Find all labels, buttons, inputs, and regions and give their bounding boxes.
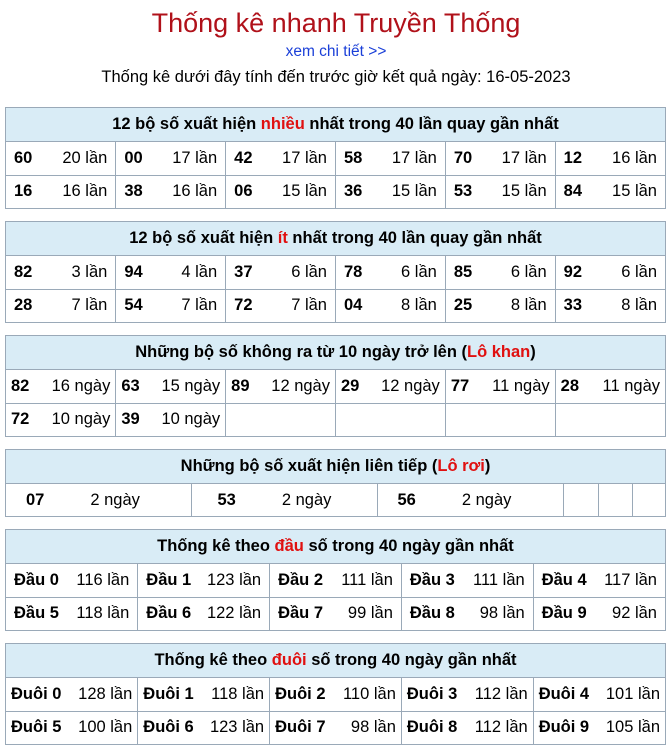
head-digit: Đầu 8 — [409, 604, 455, 623]
number: 36 — [343, 182, 363, 201]
count: 112 lần — [474, 684, 528, 703]
count: 105 lần — [605, 718, 660, 737]
table-row — [6, 678, 665, 711]
table-cell — [445, 289, 555, 322]
table-cell — [6, 370, 116, 403]
count: 7 lần — [181, 296, 218, 315]
table-cell — [116, 256, 226, 289]
table-cell — [116, 403, 226, 436]
table-cell — [335, 289, 445, 322]
days: 10 ngày — [161, 410, 221, 429]
days: 16 ngày — [51, 376, 111, 395]
number: 70 — [453, 148, 473, 167]
table-cell — [445, 142, 555, 175]
tail-digit: Đuôi 5 — [11, 718, 62, 737]
empty-cell — [226, 403, 336, 436]
table-cell — [335, 370, 445, 403]
table-cell — [401, 564, 533, 597]
number: 60 — [14, 148, 33, 167]
number: 58 — [343, 148, 363, 167]
table-cell — [533, 564, 665, 597]
days: 15 ngày — [161, 376, 221, 395]
header-text: Thống kê theo — [154, 651, 272, 669]
number: 89 — [231, 376, 250, 395]
count: 15 lần — [612, 182, 657, 201]
table-cell — [401, 678, 533, 711]
number: 38 — [124, 182, 143, 201]
count: 6 lần — [291, 262, 327, 281]
header-text: nhất trong 40 lần quay gần nhất — [287, 229, 542, 247]
table-cell — [138, 597, 270, 630]
count: 101 lần — [605, 684, 660, 703]
table-cell — [116, 175, 226, 208]
days: 12 ngày — [381, 376, 440, 395]
header-highlight: ít — [277, 229, 288, 247]
table-row — [6, 403, 665, 436]
number: 53 — [453, 182, 473, 201]
empty-cell — [563, 484, 598, 517]
empty-cell — [335, 403, 445, 436]
table-cell — [377, 484, 563, 517]
count: 128 lần — [78, 684, 133, 703]
tail-digit: Đuôi 8 — [406, 718, 458, 737]
table-cell — [270, 711, 402, 744]
table-cell — [270, 564, 402, 597]
header-text: 12 bộ số xuất hiện — [129, 229, 278, 247]
number: 28 — [14, 296, 33, 315]
number: 82 — [11, 376, 30, 395]
count: 4 lần — [181, 262, 218, 281]
table-cell — [445, 256, 555, 289]
table-row — [6, 597, 665, 630]
head-digit: Đầu 1 — [146, 570, 192, 589]
table-cell — [138, 678, 270, 711]
table-cell — [533, 597, 665, 630]
count: 16 lần — [62, 182, 108, 201]
number: 00 — [124, 148, 143, 167]
dau-table — [6, 564, 665, 630]
count: 17 lần — [391, 148, 437, 167]
least-frequent-section — [5, 221, 666, 323]
table-cell — [6, 564, 138, 597]
lo-khan-header — [6, 336, 665, 370]
number: 16 — [14, 182, 33, 201]
count: 98 lần — [479, 604, 525, 623]
tail-digit: Đuôi 3 — [406, 684, 458, 703]
table-cell — [445, 175, 555, 208]
empty-cell — [598, 484, 632, 517]
days: 10 ngày — [51, 410, 111, 429]
number: 84 — [563, 182, 582, 201]
head-digit: Đầu 7 — [278, 604, 324, 623]
count: 117 lần — [604, 570, 657, 589]
count: 8 lần — [510, 296, 547, 315]
number: 94 — [124, 262, 143, 281]
number: 28 — [560, 376, 579, 395]
number: 92 — [563, 262, 582, 281]
tail-digit: Đuôi 1 — [143, 684, 194, 703]
number: 56 — [397, 491, 416, 509]
head-digit: Đầu 0 — [14, 570, 59, 589]
days: 11 ngày — [492, 376, 550, 395]
number: 85 — [453, 262, 473, 281]
tail-digit: Đuôi 2 — [275, 684, 326, 703]
days: 2 ngày — [281, 491, 332, 509]
header-highlight: đuôi — [271, 651, 307, 669]
count: 123 lần — [209, 718, 265, 737]
table-cell — [555, 256, 665, 289]
tail-digit: Đuôi 4 — [538, 684, 590, 703]
empty-cell — [555, 403, 665, 436]
number: 77 — [450, 376, 470, 395]
table-cell — [335, 175, 445, 208]
count: 6 lần — [510, 262, 547, 281]
lo-roi-section — [5, 449, 666, 517]
count: 15 lần — [501, 182, 547, 201]
header-text: số trong 40 ngày gần nhất — [303, 537, 514, 555]
count: 15 lần — [391, 182, 437, 201]
count: 116 lần — [76, 570, 130, 589]
count: 8 lần — [401, 296, 437, 315]
header-text: 12 bộ số xuất hiện — [112, 115, 261, 133]
count: 118 lần — [76, 604, 130, 623]
most-frequent-section — [5, 107, 666, 209]
table-row — [6, 256, 665, 289]
table-cell — [533, 678, 665, 711]
tail-digit: Đuôi 6 — [143, 718, 194, 737]
header-text: nhất trong 40 lần quay gần nhất — [304, 115, 559, 133]
count: 98 lần — [350, 718, 396, 737]
count: 99 lần — [347, 604, 393, 623]
table-cell — [270, 678, 402, 711]
table-cell — [335, 142, 445, 175]
most-frequent-header — [6, 108, 665, 142]
count: 118 lần — [211, 684, 265, 703]
header-text: ) — [484, 457, 491, 475]
head-digit: Đầu 5 — [14, 604, 59, 623]
table-cell — [226, 256, 336, 289]
head-digit: Đầu 3 — [409, 570, 455, 589]
table-row — [6, 289, 665, 322]
count: 8 lần — [621, 296, 657, 315]
header-text: ) — [530, 343, 536, 361]
table-cell — [445, 370, 555, 403]
header-highlight: nhiều — [260, 115, 305, 133]
table-cell — [6, 403, 116, 436]
number: 63 — [121, 376, 140, 395]
table-row — [6, 564, 665, 597]
head-digit: Đầu 6 — [146, 604, 192, 623]
number: 54 — [124, 296, 143, 315]
number: 39 — [121, 410, 140, 429]
count: 123 lần — [206, 570, 262, 589]
number: 12 — [563, 148, 582, 167]
days: 11 ngày — [602, 376, 660, 395]
number: 06 — [234, 182, 253, 201]
table-cell — [6, 256, 116, 289]
table-cell — [6, 484, 191, 517]
table-cell — [116, 289, 226, 322]
table-cell — [6, 597, 138, 630]
number: 82 — [14, 262, 33, 281]
dau-header — [6, 530, 665, 564]
count: 17 lần — [172, 148, 218, 167]
table-cell — [138, 564, 270, 597]
days: 12 ngày — [271, 376, 330, 395]
lo-khan-table — [6, 370, 665, 436]
table-cell — [555, 370, 665, 403]
table-cell — [138, 711, 270, 744]
count: 92 lần — [612, 604, 657, 623]
lo-roi-table — [6, 484, 665, 517]
count: 111 lần — [341, 570, 393, 589]
number: 37 — [234, 262, 253, 281]
table-row — [6, 484, 665, 517]
table-cell — [401, 597, 533, 630]
table-row — [6, 175, 665, 208]
table-cell — [191, 484, 377, 517]
number: 78 — [343, 262, 363, 281]
table-cell — [226, 370, 336, 403]
count: 7 lần — [291, 296, 327, 315]
table-cell — [6, 678, 138, 711]
number: 72 — [234, 296, 253, 315]
least-frequent-header — [6, 222, 665, 256]
count: 15 lần — [282, 182, 327, 201]
number: 07 — [26, 491, 45, 509]
table-cell — [6, 289, 116, 322]
header-text: số trong 40 ngày gần nhất — [306, 651, 517, 669]
table-cell — [270, 597, 402, 630]
least-frequent-table — [6, 256, 665, 322]
count: 3 lần — [71, 262, 108, 281]
number: 04 — [343, 296, 363, 315]
count: 110 lần — [342, 684, 396, 703]
table-cell — [533, 711, 665, 744]
table-cell — [226, 142, 336, 175]
table-cell — [226, 175, 336, 208]
count: 7 lần — [71, 296, 108, 315]
header-text: Những bộ số không ra từ 10 ngày trở lên ( — [135, 343, 467, 361]
lo-khan-section — [5, 335, 666, 437]
count: 6 lần — [621, 262, 657, 281]
header-highlight: Lô khan — [466, 343, 531, 361]
table-cell — [116, 370, 226, 403]
table-cell — [6, 142, 116, 175]
lo-roi-header — [6, 450, 665, 484]
dau-section — [5, 529, 666, 631]
count: 20 lần — [62, 148, 108, 167]
table-cell — [6, 711, 138, 744]
count: 6 lần — [401, 262, 437, 281]
head-digit: Đầu 2 — [278, 570, 324, 589]
subtitle: Thống kê dưới đây tính đến trước giờ kết quả ngày: 16-05-2023 — [101, 68, 571, 86]
most-frequent-table — [6, 142, 665, 208]
count: 16 lần — [172, 182, 218, 201]
count: 16 lần — [612, 148, 657, 167]
table-cell — [555, 289, 665, 322]
duoi-section — [5, 643, 666, 745]
page-title: Thống kê nhanh Truyền Thống — [151, 8, 521, 38]
tail-digit: Đuôi 0 — [11, 684, 62, 703]
count: 100 lần — [78, 718, 133, 737]
table-cell — [335, 256, 445, 289]
table-row — [6, 711, 665, 744]
header-text: Thống kê theo — [157, 537, 275, 555]
count: 17 lần — [501, 148, 547, 167]
header-text: Những bộ số xuất hiện liên tiếp ( — [180, 457, 438, 475]
count: 112 lần — [474, 718, 528, 737]
empty-cell — [632, 484, 665, 517]
tail-digit: Đuôi 7 — [275, 718, 326, 737]
number: 72 — [11, 410, 30, 429]
head-digit: Đầu 4 — [541, 570, 587, 589]
number: 33 — [563, 296, 582, 315]
days: 2 ngày — [90, 491, 140, 509]
head-digit: Đầu 9 — [541, 604, 587, 623]
count: 17 lần — [282, 148, 327, 167]
empty-cell — [445, 403, 555, 436]
duoi-header — [6, 644, 665, 678]
table-cell — [226, 289, 336, 322]
header-highlight: đầu — [274, 537, 304, 555]
days: 2 ngày — [461, 491, 512, 509]
number: 42 — [234, 148, 253, 167]
table-cell — [6, 175, 116, 208]
header-highlight: Lô rơi — [437, 457, 485, 475]
tail-digit: Đuôi 9 — [538, 718, 590, 737]
number: 25 — [453, 296, 473, 315]
table-cell — [116, 142, 226, 175]
table-row — [6, 370, 665, 403]
duoi-table — [6, 678, 665, 744]
number: 29 — [340, 376, 360, 395]
table-cell — [555, 142, 665, 175]
table-row — [6, 142, 665, 175]
table-cell — [555, 175, 665, 208]
view-details-link[interactable]: xem chi tiết >> — [285, 43, 387, 60]
count: 111 lần — [473, 570, 525, 589]
table-cell — [401, 711, 533, 744]
count: 122 lần — [206, 604, 262, 623]
number: 53 — [217, 491, 236, 509]
